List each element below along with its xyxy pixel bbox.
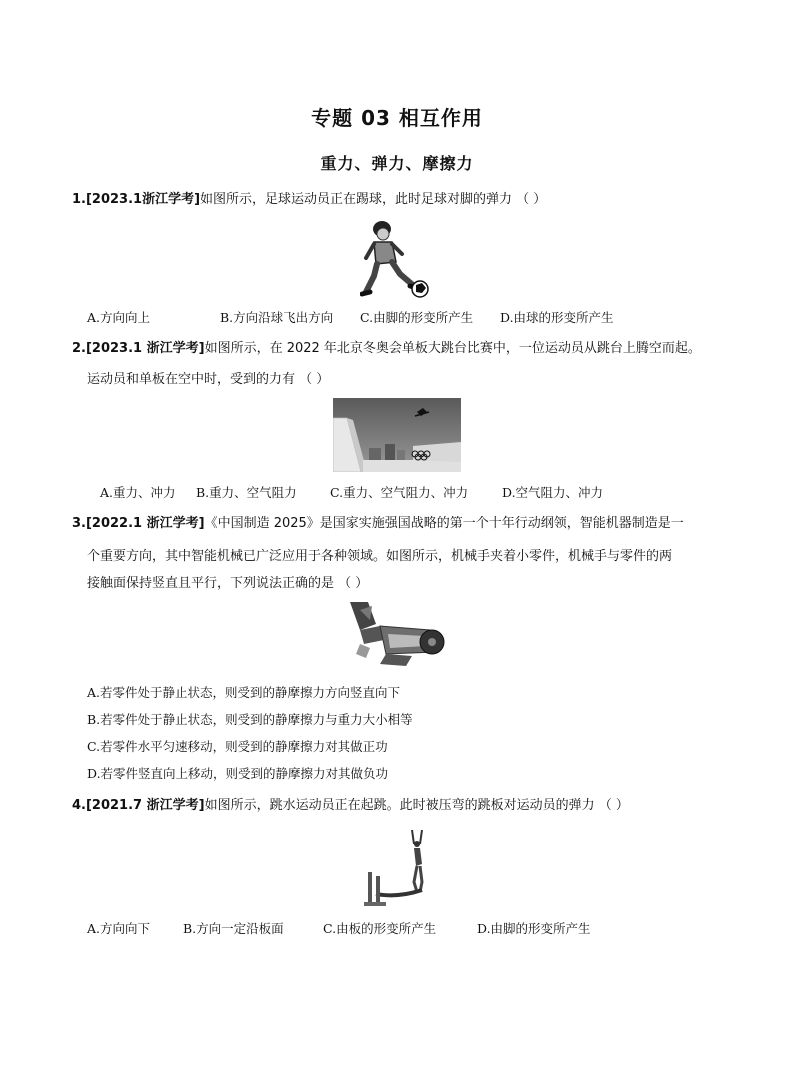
snowboard-jump-image [333, 398, 461, 472]
question-3-option-b[interactable]: B.若零件处于静止状态，则受到的静摩擦力与重力大小相等 [87, 712, 413, 727]
question-text: 如图所示，足球运动员正在踢球，此时足球对脚的弹力 （ ） [200, 192, 547, 207]
question-number: 4. [72, 798, 86, 813]
question-number: 2. [72, 341, 86, 356]
question-2-option-a[interactable]: A.重力、冲力 [100, 485, 176, 500]
question-source: [2023.1 浙江学考] [85, 341, 205, 356]
question-3-option-c[interactable]: C.若零件水平匀速移动，则受到的静摩擦力对其做正功 [87, 739, 388, 754]
question-4-option-a[interactable]: A.方向向下 [87, 921, 151, 936]
question-source: [2022.1 浙江学考] [85, 516, 205, 531]
section-subtitle: 重力、弹力、摩擦力 [320, 154, 474, 173]
robotic-gripper-image [340, 600, 448, 670]
question-3-stem-line-2: 个重要方向，其中智能机械已广泛应用于各种领域。如图所示，机械手夹着小零件，机械手与零件的两 [87, 549, 673, 564]
question-text: 《中国制造 2025》是国家实施强国战略的第一个十年行动纲领，智能机器制造是一 [204, 516, 684, 531]
question-1-stem [72, 191, 546, 209]
diving-board-image [362, 828, 434, 910]
soccer-player-image [360, 220, 434, 302]
question-number: 1. [72, 192, 86, 207]
question-2-option-b[interactable]: B.重力、空气阻力 [196, 485, 297, 500]
question-source: [2021.7 浙江学考] [85, 798, 205, 813]
question-3-stem-line-1 [72, 515, 684, 533]
question-1-option-b[interactable]: B.方向沿球飞出方向 [220, 310, 334, 325]
page-title: 专题 03 相互作用 [311, 106, 483, 130]
question-1-option-a[interactable]: A.方向向上 [87, 310, 151, 325]
question-text: 如图所示，跳水运动员正在起跳。此时被压弯的跳板对运动员的弹力 （ ） [204, 798, 629, 813]
question-4-option-c[interactable]: C.由板的形变所产生 [323, 921, 437, 936]
question-1-option-c[interactable]: C.由脚的形变所产生 [360, 310, 474, 325]
question-2-stem-line-2: 运动员和单板在空中时，受到的力有 （ ） [87, 372, 330, 387]
question-4-stem [72, 797, 629, 815]
question-2-option-c[interactable]: C.重力、空气阻力、冲力 [330, 485, 469, 500]
question-2-option-d[interactable]: D.空气阻力、冲力 [502, 485, 604, 500]
question-number: 3. [72, 516, 86, 531]
question-source: [2023.1浙江学考] [85, 192, 201, 207]
question-3-option-d[interactable]: D.若零件竖直向上移动，则受到的静摩擦力对其做负功 [87, 766, 389, 781]
question-3-stem-line-3: 接触面保持竖直且平行，下列说法正确的是 （ ） [87, 576, 369, 591]
question-4-option-b[interactable]: B.方向一定沿板面 [183, 921, 284, 936]
question-2-stem-line-1 [72, 340, 701, 358]
question-4-option-d[interactable]: D.由脚的形变所产生 [477, 921, 591, 936]
question-3-option-a[interactable]: A.若零件处于静止状态，则受到的静摩擦力方向竖直向下 [87, 685, 401, 700]
question-text: 如图所示，在 2022 年北京冬奥会单板大跳台比赛中，一位运动员从跳台上腾空而起。 [204, 341, 701, 356]
question-1-option-d[interactable]: D.由球的形变所产生 [500, 310, 614, 325]
